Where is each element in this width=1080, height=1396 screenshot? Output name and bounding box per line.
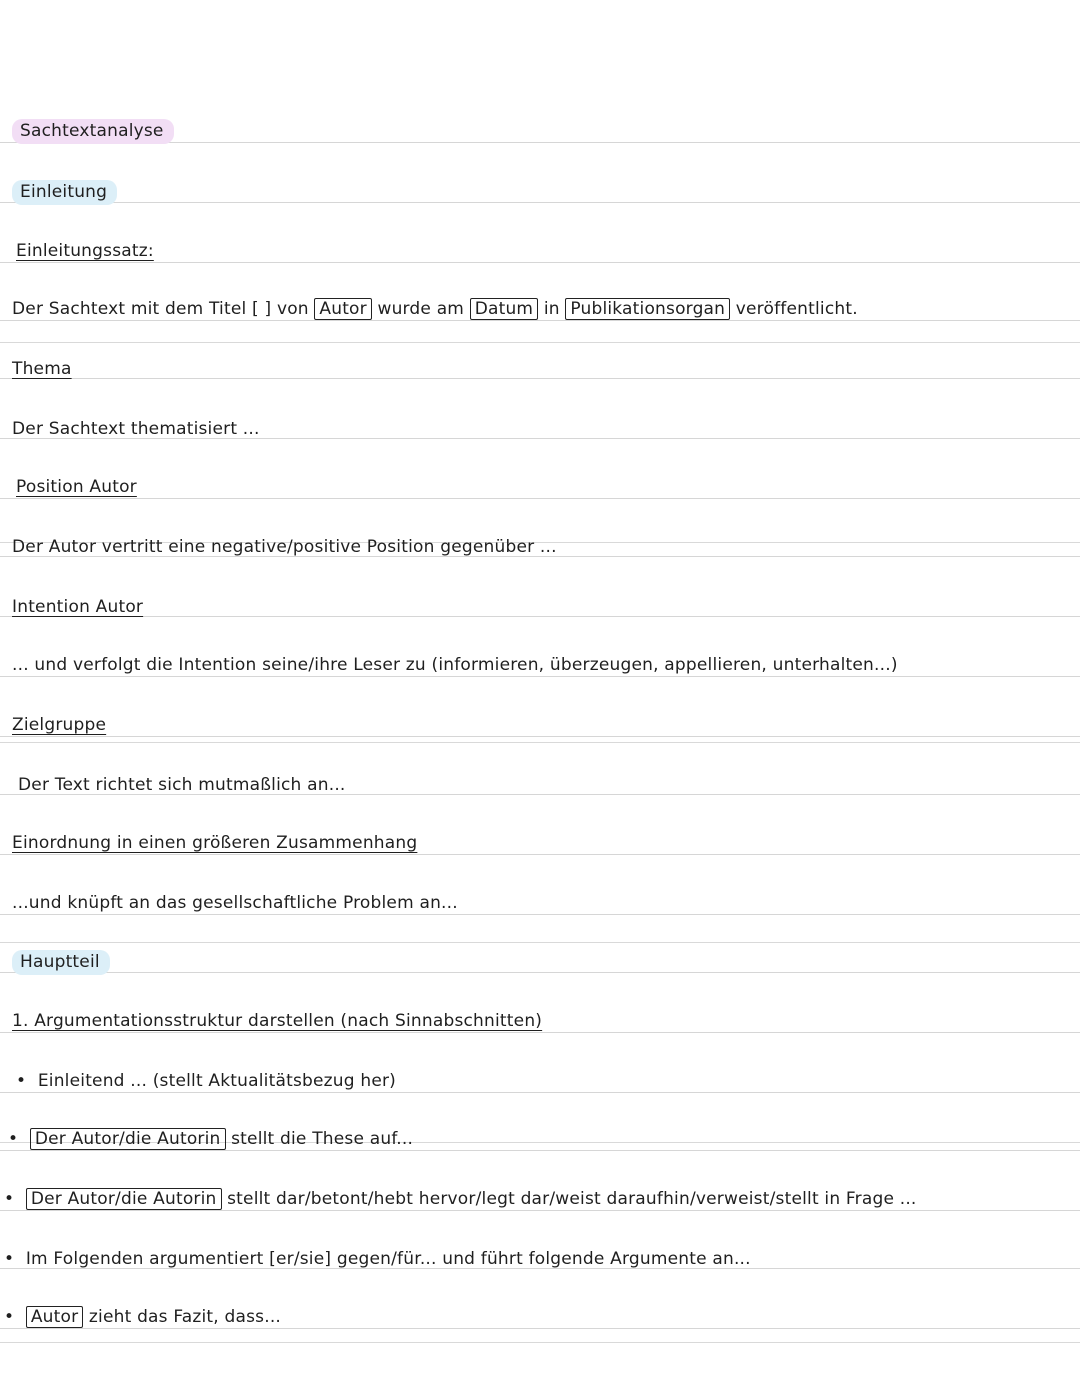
- label-zielgruppe: Zielgruppe: [12, 715, 107, 735]
- label-einordnung: Einordnung in einen größeren Zusammenhang: [12, 833, 418, 853]
- label-einleitungssatz: Einleitungssatz:: [16, 241, 154, 261]
- zielgruppe-text: Der Text richtet sich mutmaßlich an...: [18, 775, 346, 795]
- bracket-publikationsorgan: Publikationsorgan: [565, 298, 730, 320]
- einleitungssatz-text: Der Sachtext mit dem Titel [ ] von Autor wurde am Datum in Publikationsorgan veröffentlicht.: [12, 299, 858, 319]
- list-item: • Der Autor/die Autorin stellt die These auf...: [8, 1129, 414, 1149]
- bracket-titel: [ ]: [252, 299, 272, 319]
- ruled-line: [0, 262, 1080, 263]
- label-intention-autor: Intention Autor: [12, 597, 144, 617]
- bullet: •: [4, 1307, 15, 1327]
- ruled-line: [0, 616, 1080, 617]
- ruled-line: [0, 972, 1080, 973]
- list-item: • Autor zieht das Fazit, dass...: [4, 1307, 282, 1327]
- bracket-datum: Datum: [470, 298, 539, 320]
- list-item: • Im Folgenden argumentiert [er/sie] gegen/für... und führt folgende Argumente an...: [4, 1249, 751, 1269]
- position-text: Der Autor vertritt eine negative/positive Position gegenüber ...: [12, 537, 557, 557]
- ruled-line: [0, 676, 1080, 677]
- thema-text: Der Sachtext thematisiert ...: [12, 419, 260, 439]
- ruled-line: [0, 320, 1080, 321]
- ruled-line: [0, 1032, 1080, 1033]
- section-heading-einleitung: Einleitung: [12, 181, 117, 203]
- ruled-line: [0, 854, 1080, 855]
- section-heading-hauptteil: Hauptteil: [12, 951, 110, 973]
- ruled-line: [0, 1092, 1080, 1093]
- bullet: •: [4, 1249, 15, 1269]
- bullet: •: [16, 1071, 27, 1091]
- bullet: •: [8, 1129, 19, 1149]
- ruled-line: [0, 378, 1080, 379]
- list-item: • Einleitend ... (stellt Aktualitätsbezug her): [16, 1071, 397, 1091]
- ruled-line: [0, 1150, 1080, 1151]
- ruled-line: [0, 1328, 1080, 1329]
- list-item: • Der Autor/die Autorin stellt dar/betont/hebt hervor/legt dar/weist daraufhin/verweist/stellt in Frage ...: [4, 1189, 917, 1209]
- ruled-line: [0, 1210, 1080, 1211]
- label-thema: Thema: [12, 359, 72, 379]
- bullet: •: [4, 1189, 15, 1209]
- page-title: Sachtextanalyse: [12, 120, 174, 142]
- ruled-line: [0, 202, 1080, 203]
- intention-text: ... und verfolgt die Intention seine/ihre Leser zu (informieren, überzeugen, appellieren, unterhalten...): [12, 655, 898, 675]
- bracket-autor: Autor: [314, 298, 371, 320]
- ruled-line: [0, 736, 1080, 737]
- ruled-line: [0, 914, 1080, 915]
- einordnung-text: ...und knüpft an das gesellschaftliche Problem an...: [12, 893, 458, 913]
- ruled-line: [0, 498, 1080, 499]
- label-position-autor: Position Autor: [16, 477, 137, 497]
- argumentation-heading: 1. Argumentationsstruktur darstellen (nach Sinnabschnitten): [12, 1011, 543, 1031]
